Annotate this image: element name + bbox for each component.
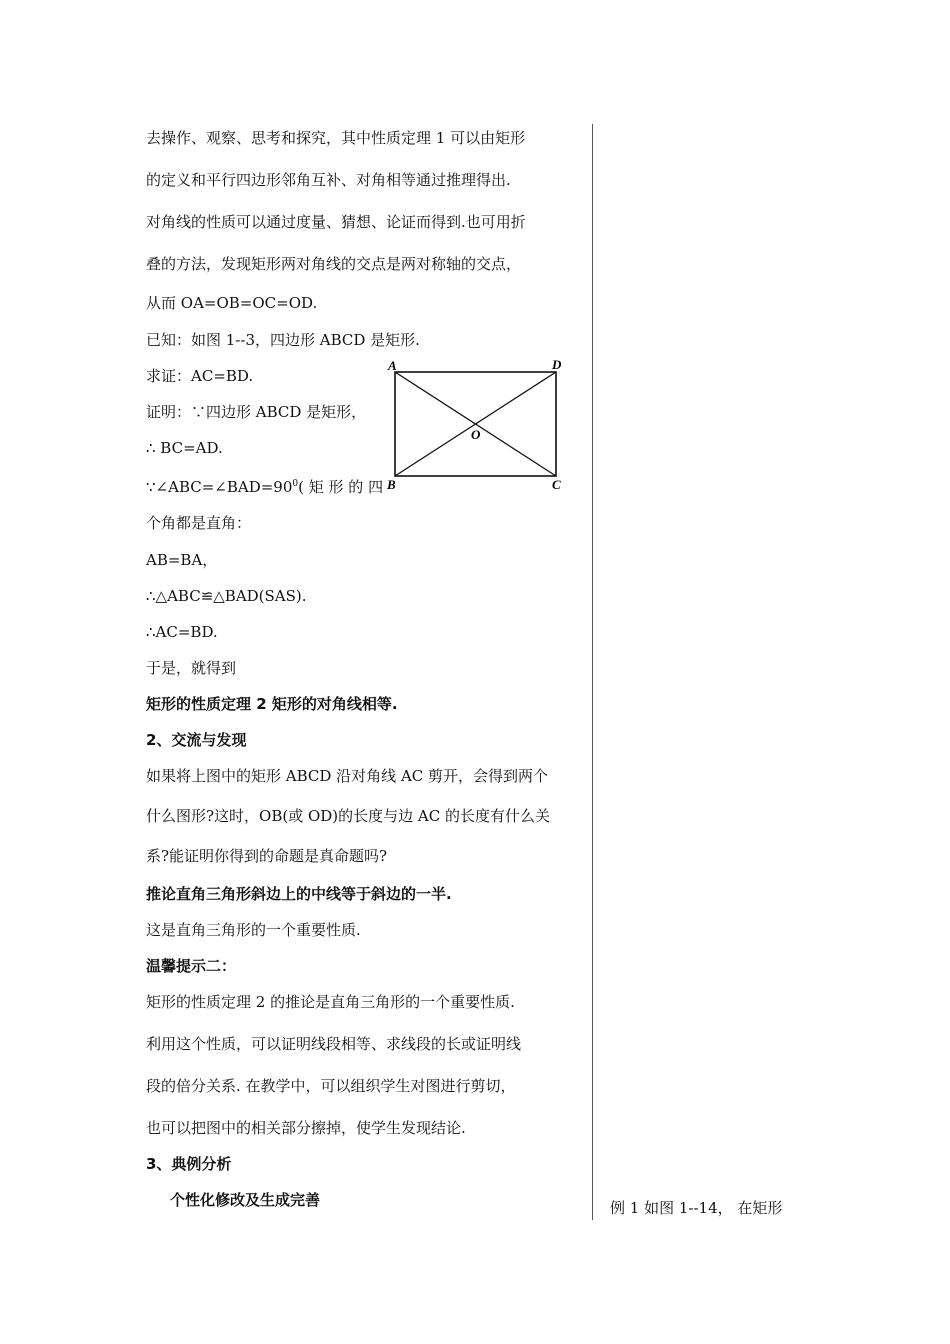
column-divider bbox=[592, 124, 593, 1220]
section-heading: 3、典例分析 bbox=[146, 1155, 232, 1173]
text-line: 从而 OA=OB=OC=OD. bbox=[146, 294, 318, 312]
text-line: 也可以把图中的相关部分擦掉，使学生发现结论. bbox=[146, 1119, 466, 1137]
text-line: 如果将上图中的矩形 ABCD 沿对角线 AC 剪开，会得到两个 bbox=[146, 767, 549, 785]
text-line: 叠的方法，发现矩形两对角线的交点是两对称轴的交点， bbox=[146, 255, 522, 273]
text-line: 求证：AC=BD. bbox=[146, 367, 254, 385]
rectangle-diagram bbox=[378, 356, 578, 496]
text-line: 利用这个性质，可以证明线段相等、求线段的长或证明线 bbox=[146, 1035, 522, 1053]
label-b: B bbox=[387, 477, 396, 492]
text-line: 这是直角三角形的一个重要性质. bbox=[146, 921, 361, 939]
text-line: AB=BA， bbox=[146, 551, 218, 569]
text-line: 证明：∵四边形 ABCD 是矩形， bbox=[146, 403, 367, 421]
text-line: 去操作、观察、思考和探究，其中性质定理 1 可以由矩形 bbox=[146, 129, 526, 147]
text-line: ∴ BC=AD. bbox=[146, 439, 223, 457]
text-line: 的定义和平行四边形邻角互补、对角相等通过推理得出. bbox=[146, 171, 511, 189]
text-line: 个角都是直角： bbox=[146, 514, 252, 532]
degree-superscript: 0 bbox=[292, 479, 299, 489]
theorem-heading: 矩形的性质定理 2 矩形的对角线相等. bbox=[146, 695, 398, 713]
text-line: 什么图形?这时，OB(或 OD)的长度与边 AC 的长度有什么关 bbox=[146, 807, 551, 825]
text-line: ∴AC=BD. bbox=[146, 623, 218, 641]
text-line: 段的倍分关系. 在教学中，可以组织学生对图进行剪切， bbox=[146, 1077, 516, 1095]
text-line: 矩形的性质定理 2 的推论是直角三角形的一个重要性质. bbox=[146, 993, 515, 1011]
tip-heading: 温馨提示二： bbox=[146, 957, 237, 975]
label-c: C bbox=[552, 477, 561, 492]
text-line: ∴△ABC≌△BAD(SAS). bbox=[146, 587, 307, 605]
margin-heading: 个性化修改及生成完善 bbox=[170, 1191, 321, 1209]
text-line bbox=[146, 474, 383, 497]
section-heading: 2、交流与发现 bbox=[146, 731, 247, 749]
text-line: 于是，就得到 bbox=[146, 659, 237, 677]
text-line: 已知：如图 1--3，四边形 ABCD 是矩形. bbox=[146, 331, 420, 349]
right-column-text: 例 1 如图 1--14， 在矩形 bbox=[610, 1199, 783, 1217]
label-o: O bbox=[471, 427, 481, 442]
corollary-heading: 推论直角三角形斜边上的中线等于斜边的一半. bbox=[146, 885, 452, 903]
label-a: A bbox=[388, 358, 397, 373]
angle-statement: ∵∠ABC=∠BAD=90 bbox=[146, 478, 293, 496]
text-line: 系?能证明你得到的命题是真命题吗? bbox=[146, 847, 388, 865]
angle-reason: ( 矩 形 的 四 bbox=[298, 478, 384, 496]
label-d: D bbox=[552, 357, 562, 372]
text-line: 对角线的性质可以通过度量、猜想、论证而得到.也可用折 bbox=[146, 213, 526, 231]
